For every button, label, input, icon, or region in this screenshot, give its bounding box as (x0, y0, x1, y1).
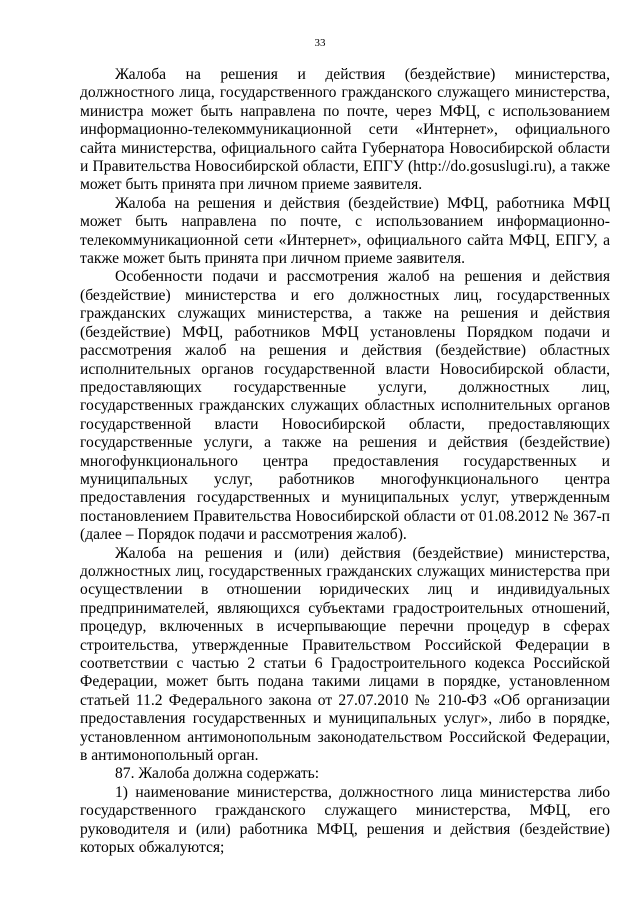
document-body (80, 66, 610, 857)
paragraph-complaint-procedure: Особенности подачи и рассмотрения жалоб на решения и действия (бездействие) министерства и его должностных лиц, государственных гражданских служащих министерства, а также на решения и действия (бездействие) МФЦ, работников МФЦ установлены Порядком подачи и рассмотрения жалоб на решения и действия (бездействие) областных исполнительных органов государственной власти Новосибирской области, предоставляющих государственные услуги, должностных лиц, государственных гражданских служащих областных исполнительных органов государственной власти Новосибирской области, предоставляющих государственные услуги, а также на решения и действия (бездействие) многофункционального центра предоставления государственных и муниципальных услуг, работников многофункционального центра предоставления государственных и муниципальных услуг, утвержденным постановлением Правительства Новосибирской области от 01.08.2012 № 367-п (далее – Порядок подачи и рассмотрения жалоб). (80, 268, 610, 544)
paragraph-subitem-1: 1) наименование министерства, должностного лица министерства либо государственного гражданского служащего министерства, МФЦ, его руководителя и (или) работника МФЦ, решения и действия (бездействие) которых обжалуются; (80, 783, 610, 857)
paragraph-item-87: 87. Жалоба должна содержать: (115, 765, 320, 783)
paragraph-complaint-mfc: Жалоба на решения и действия (бездействие) МФЦ, работника МФЦ может быть направлена по почте, с использованием информационно-телекоммуникационной сети «Интернет», официального сайта МФЦ, ЕПГУ, а также может быть принята при личном приеме заявителя. (80, 194, 610, 268)
page-number: 33 (314, 37, 326, 49)
paragraph-complaint-ministry: Жалоба на решения и действия (бездействие) министерства, должностного лица, государственного гражданского служащего министерства, министра может быть направлена по почте, через МФЦ, с использованием информационно-телекоммуникационной сети «Интернет», официального сайта министерства, официального сайта Губернатора Новосибирской области и Правительства Новосибирской области, ЕПГУ (http://do.gosuslugi.ru), а также может быть принята при личном приеме заявителя. (80, 66, 610, 194)
paragraph-complaint-construction: Жалоба на решения и (или) действия (бездействие) министерства, должностных лиц, государственных гражданских служащих министерства при осуществлении в отношении юридических лиц и индивидуальных предпринимателей, являющихся субъектами градостроительных отношений, процедур, включенных в исчерпывающие перечни процедур в сферах строительства, утвержденные Правительством Российской Федерации в соответствии с частью 2 статьи 6 Градостроительного кодекса Российской Федерации, может быть подана такими лицами в порядке, установленном статьей 11.2 Федерального закона от 27.07.2010 № 210-ФЗ «Об организации предоставления государственных и муниципальных услуг», либо в порядке, установленном антимонопольным законодательством Российской Федерации, в антимонопольный орган. (80, 544, 610, 765)
